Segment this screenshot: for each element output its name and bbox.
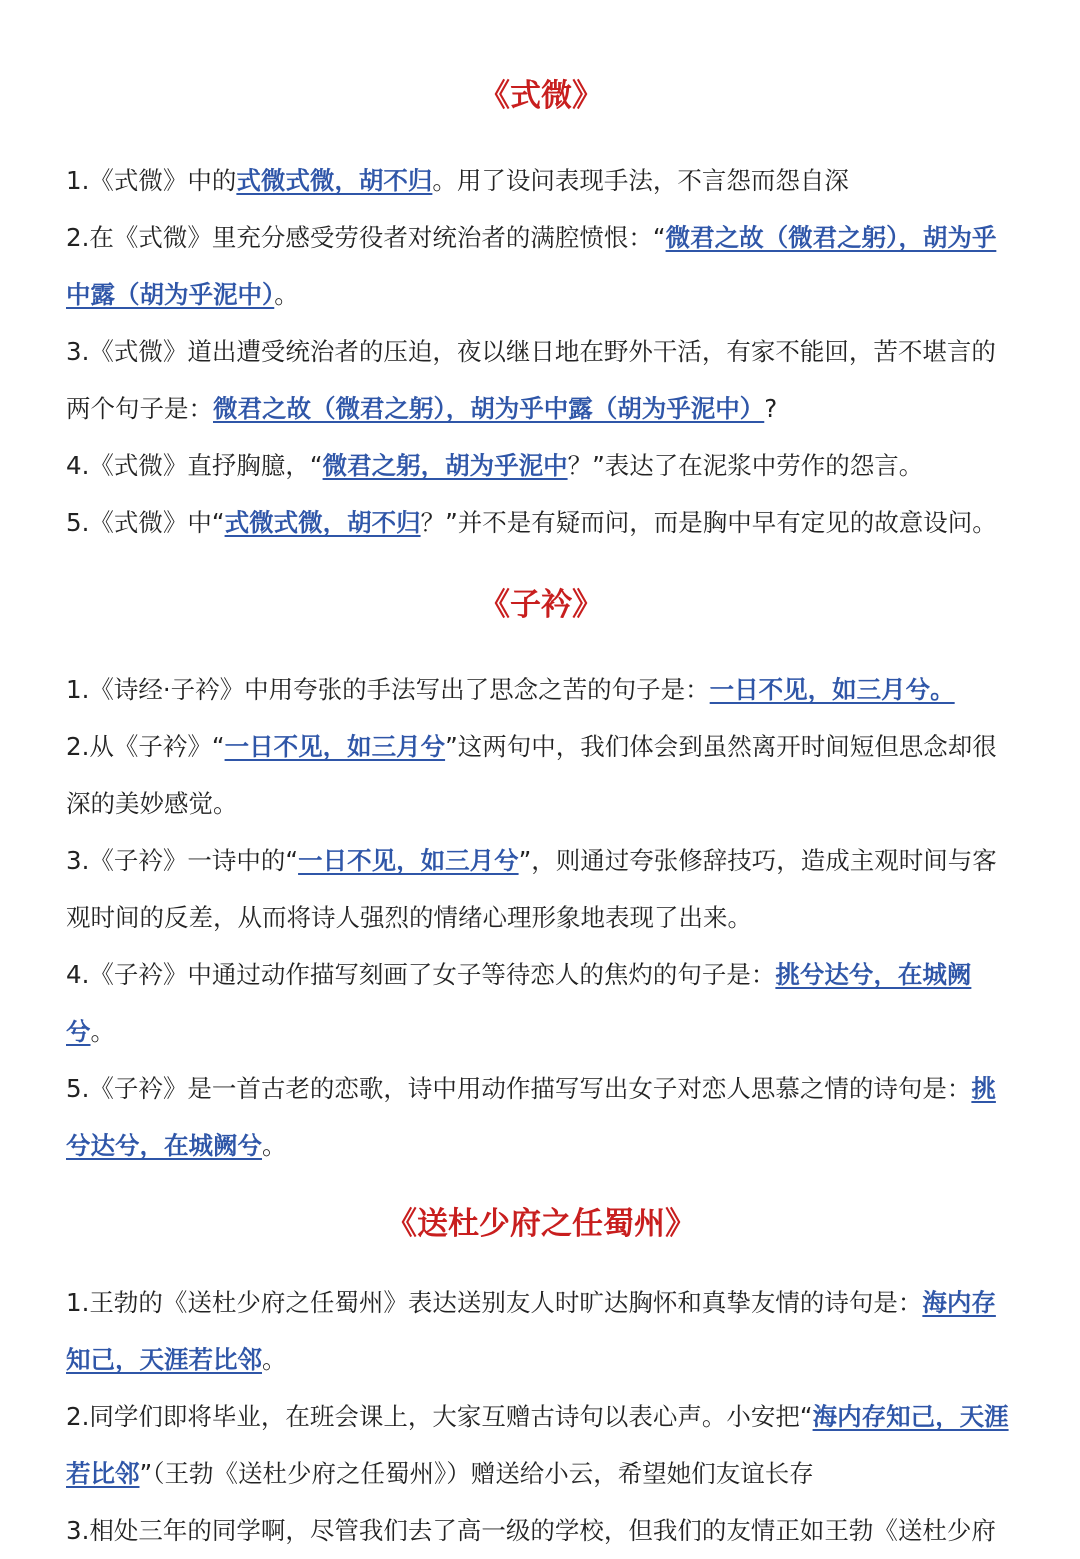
item-text: 3.《子衿》一诗中的“ <box>66 846 299 875</box>
item-text: ”（王勃《送杜少府之任蜀州》）赠送给小云，希望她们友谊长存 <box>139 1459 814 1488</box>
item-text: 4.《子衿》中通过动作描写刻画了女子等待恋人的焦灼的句子是： <box>66 960 776 989</box>
item-text: 1.《式微》中的 <box>66 166 237 195</box>
list-item <box>66 946 1016 1060</box>
item-text: ? <box>764 394 778 423</box>
highlight-quote: 海内存知己，天涯若比邻 <box>66 1402 1009 1488</box>
highlight-quote: 微君之故（微君之躬），胡为乎中露（胡为乎泥中） <box>66 223 997 309</box>
highlight-quote: 微君之躬，胡为乎泥中 <box>322 451 568 480</box>
list-item <box>66 494 1016 551</box>
item-text: ？”表达了在泥浆中劳作的怨言。 <box>567 451 924 480</box>
list-item <box>66 152 1016 209</box>
list-item <box>66 1274 1016 1388</box>
highlight-quote: 一日不见，如三月兮。 <box>709 675 955 704</box>
item-text: 2.同学们即将毕业，在班会课上，大家互赠古诗句以表心声。小安把“ <box>66 1402 813 1431</box>
item-text: 。用了设问表现手法，不言怨而怨自深 <box>432 166 849 195</box>
item-text: 。 <box>90 1017 115 1046</box>
item-text: 2.在《式微》里充分感受劳役者对统治者的满腔愤恨：“ <box>66 223 666 252</box>
item-text: ”这两句中，我们体会到虽然离开时间短但思念却很深的美妙感觉。 <box>66 732 997 818</box>
item-text: 5.《式微》中“ <box>66 508 225 537</box>
item-text: 。 <box>274 280 299 309</box>
highlight-quote: 一日不见，如三月兮 <box>224 732 446 761</box>
section-list <box>66 661 1016 1174</box>
list-item <box>66 718 1016 832</box>
list-item <box>66 1502 1016 1559</box>
item-text: 3.相处三年的同学啊，尽管我们去了高一级的学校，但我们的友情正如王勃《送杜少府 <box>66 1516 996 1545</box>
highlight-quote: 式微式微，胡不归 <box>224 508 421 537</box>
item-text: 5.《子衿》是一首古老的恋歌，诗中用动作描写写出女子对恋人思慕之情的诗句是： <box>66 1074 972 1103</box>
list-item <box>66 661 1016 718</box>
item-text: ”，则通过夸张修辞技巧，造成主观时间与客观时间的反差，从而将诗人强烈的情绪心理形象地表现了出来。 <box>66 846 997 932</box>
list-item <box>66 209 1016 323</box>
highlight-quote: 式微式微，胡不归 <box>236 166 433 195</box>
highlight-quote: 海内存知己，天涯若比邻 <box>66 1288 996 1374</box>
section-list <box>66 152 1016 551</box>
list-item <box>66 437 1016 494</box>
item-text: 4.《式微》直抒胸臆，“ <box>66 451 323 480</box>
item-text: 2.从《子衿》“ <box>66 732 225 761</box>
item-text: 。 <box>262 1131 287 1160</box>
item-text: 1.《诗经·子衿》中用夸张的手法写出了思念之苦的句子是： <box>66 675 710 704</box>
highlight-quote: 挑兮达兮，在城阙兮 <box>66 960 972 1046</box>
item-text: 3.《式微》道出遭受统治者的压迫，夜以继日地在野外干活，有家不能回，苦不堪言的两个句子是： <box>66 337 996 423</box>
list-item <box>66 1060 1016 1174</box>
item-text: 。 <box>262 1345 287 1374</box>
highlight-quote: 挑兮达兮，在城阙兮 <box>66 1074 996 1160</box>
item-text: 1.王勃的《送杜少府之任蜀州》表达送别友人时旷达胸怀和真挚友情的诗句是： <box>66 1288 923 1317</box>
list-item <box>66 1388 1016 1502</box>
item-text: ？”并不是有疑而问，而是胸中早有定见的故意设问。 <box>420 508 997 537</box>
section-title: 《子衿》 <box>479 587 603 623</box>
list-item <box>66 832 1016 946</box>
list-item <box>66 323 1016 437</box>
highlight-quote: 一日不见，如三月兮 <box>298 846 519 875</box>
section-title: 《式微》 <box>479 78 603 114</box>
highlight-quote: 微君之故（微君之躬），胡为乎中露（胡为乎泥中） <box>213 394 765 423</box>
document-page <box>66 0 1016 1559</box>
section-list <box>66 1274 1016 1559</box>
section-title: 《送杜少府之任蜀州》 <box>386 1206 696 1242</box>
